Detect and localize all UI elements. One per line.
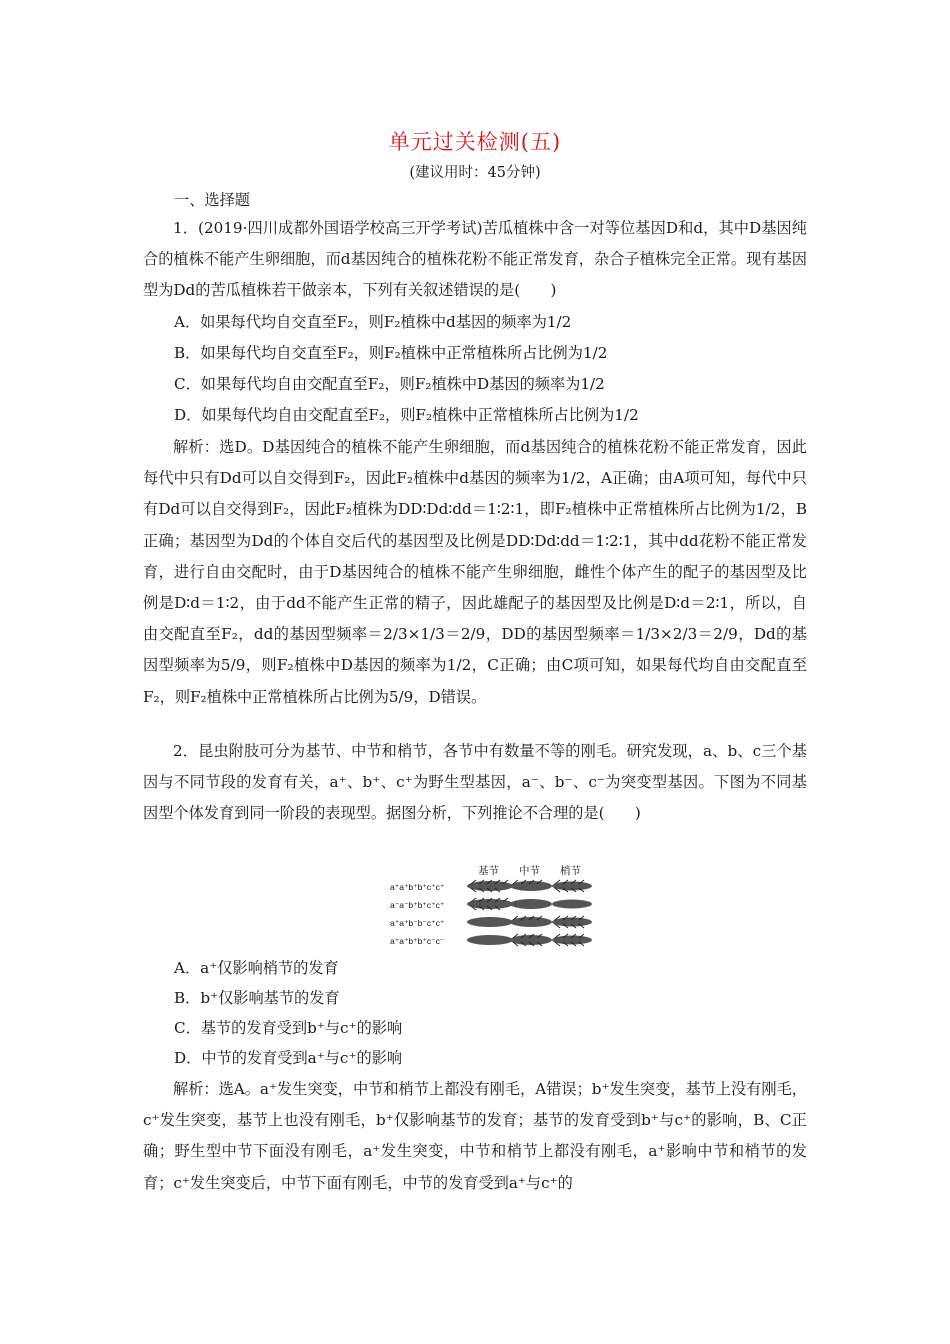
genotype-row-2: a⁻a⁻b⁺b⁺c⁺c⁺ xyxy=(390,900,445,910)
leg-segments-figure xyxy=(385,860,595,955)
question-2-option-a: A．a⁺仅影响梢节的发育 xyxy=(174,959,339,977)
question-2-analysis: 解析：选A。a⁺发生突变，中节和梢节上都没有刚毛，A错误；b⁺发生突变，基节上没有刚毛，c⁺发生突变，基节上也没有刚毛，b⁺仅影响基节的发育；基节的发育受到b⁺与c⁺的影响，B、C正确；野生型中节下面没有刚毛，a⁺发生突变，中节和梢节上都没有刚毛，a⁺影响中节和梢节的发育；c⁺发生突变后，中节下面有刚毛，中节的发育受到a⁺与c⁺的 xyxy=(143,1080,807,1192)
page-title: 单元过关检测(五) xyxy=(388,130,562,154)
question-1-analysis: 解析：选D。D基因纯合的植株不能产生卵细胞，而d基因纯合的植株花粉不能正常发育，因此每代中只有Dd可以自交得到F₂，因此F₂植株中d基因的频率为1/2，A正确；由A项可知，每代中只有Dd可以自交得到F₂，因此F₂植株为DD∶Dd∶dd＝1∶2∶1，即F₂植株中正常植株所占比例为1/2，B正确；基因型为Dd的个体自交后代的基因型及比例是DD∶Dd∶dd＝1∶2∶1，其中dd花粉不能正常发育，进行自由交配时，由于D基因纯合的植株不能产生卵细胞，雌性个体产生的配子的基因型及比例是D∶d＝1∶2，由于dd不能产生正常的精子，因此雄配子的基因型及比例是D∶d＝2∶1，所以，自由交配直至F₂，dd的基因型频率＝2/3×1/3＝2/9，DD的基因型频率＝1/3×2/3＝2/9，Dd的基因型频率为5/9，则F₂植株中D基因的频率为1/2，C正确；由C项可知，如果每代均自由交配直至F₂，则F₂植株中正常植株所占比例为5/9，D错误。 xyxy=(143,438,807,706)
question-1-option-a: A．如果每代均自交直至F₂，则F₂植株中d基因的频率为1/2 xyxy=(174,313,572,331)
leg-row-4 xyxy=(467,934,592,946)
leg-row-3 xyxy=(467,916,592,928)
leg-row-2 xyxy=(467,898,592,910)
leg-row-1 xyxy=(467,880,592,892)
genotype-row-1: a⁺a⁺b⁺b⁺c⁺c⁺ xyxy=(390,882,445,892)
question-2-option-d: D．中节的发育受到a⁺与c⁺的影响 xyxy=(174,1049,403,1067)
figure-header-middle: 中节 xyxy=(519,865,540,877)
section-heading: 一、选择题 xyxy=(174,191,250,209)
question-1-stem: 1．(2019·四川成都外国语学校高三开学考试)苦瓜植株中含一对等位基因D和d，其中D基因纯合的植株不能产生卵细胞，而d基因纯合的植株花粉不能正常发育，杂合子植株完全正常。现有基因型为Dd的苦瓜植株若干做亲本，下列有关叙述错误的是( ) xyxy=(143,219,807,300)
question-1-option-d: D．如果每代均自由交配直至F₂，则F₂植株中正常植株所占比例为1/2 xyxy=(174,406,639,424)
question-1-option-c: C．如果每代均自由交配直至F₂，则F₂植株中D基因的频率为1/2 xyxy=(174,375,605,393)
page-subtitle: (建议用时：45分钟) xyxy=(409,165,541,181)
question-1-option-b: B．如果每代均自交直至F₂，则F₂植株中正常植株所占比例为1/2 xyxy=(174,344,608,362)
figure-header-basal: 基节 xyxy=(478,865,499,877)
question-2-option-c: C．基节的发育受到b⁺与c⁺的影响 xyxy=(174,1019,403,1037)
question-2-stem: 2．昆虫附肢可分为基节、中节和梢节，各节中有数量不等的刚毛。研究发现，a、b、c三个基因与不同节段的发育有关，a⁺、b⁺、c⁺为野生型基因，a⁻、b⁻、c⁻为突变型基因。下图为不同基因型个体发育到同一阶段的表现型。据图分析，下列推论不合理的是( ) xyxy=(143,742,807,823)
genotype-row-4: a⁺a⁺b⁺b⁺c⁻c⁻ xyxy=(390,936,445,946)
question-2-option-b: B．b⁺仅影响基节的发育 xyxy=(174,989,340,1007)
figure-header-distal: 梢节 xyxy=(560,865,581,877)
genotype-row-3: a⁺a⁺b⁻b⁻c⁺c⁺ xyxy=(390,918,445,928)
